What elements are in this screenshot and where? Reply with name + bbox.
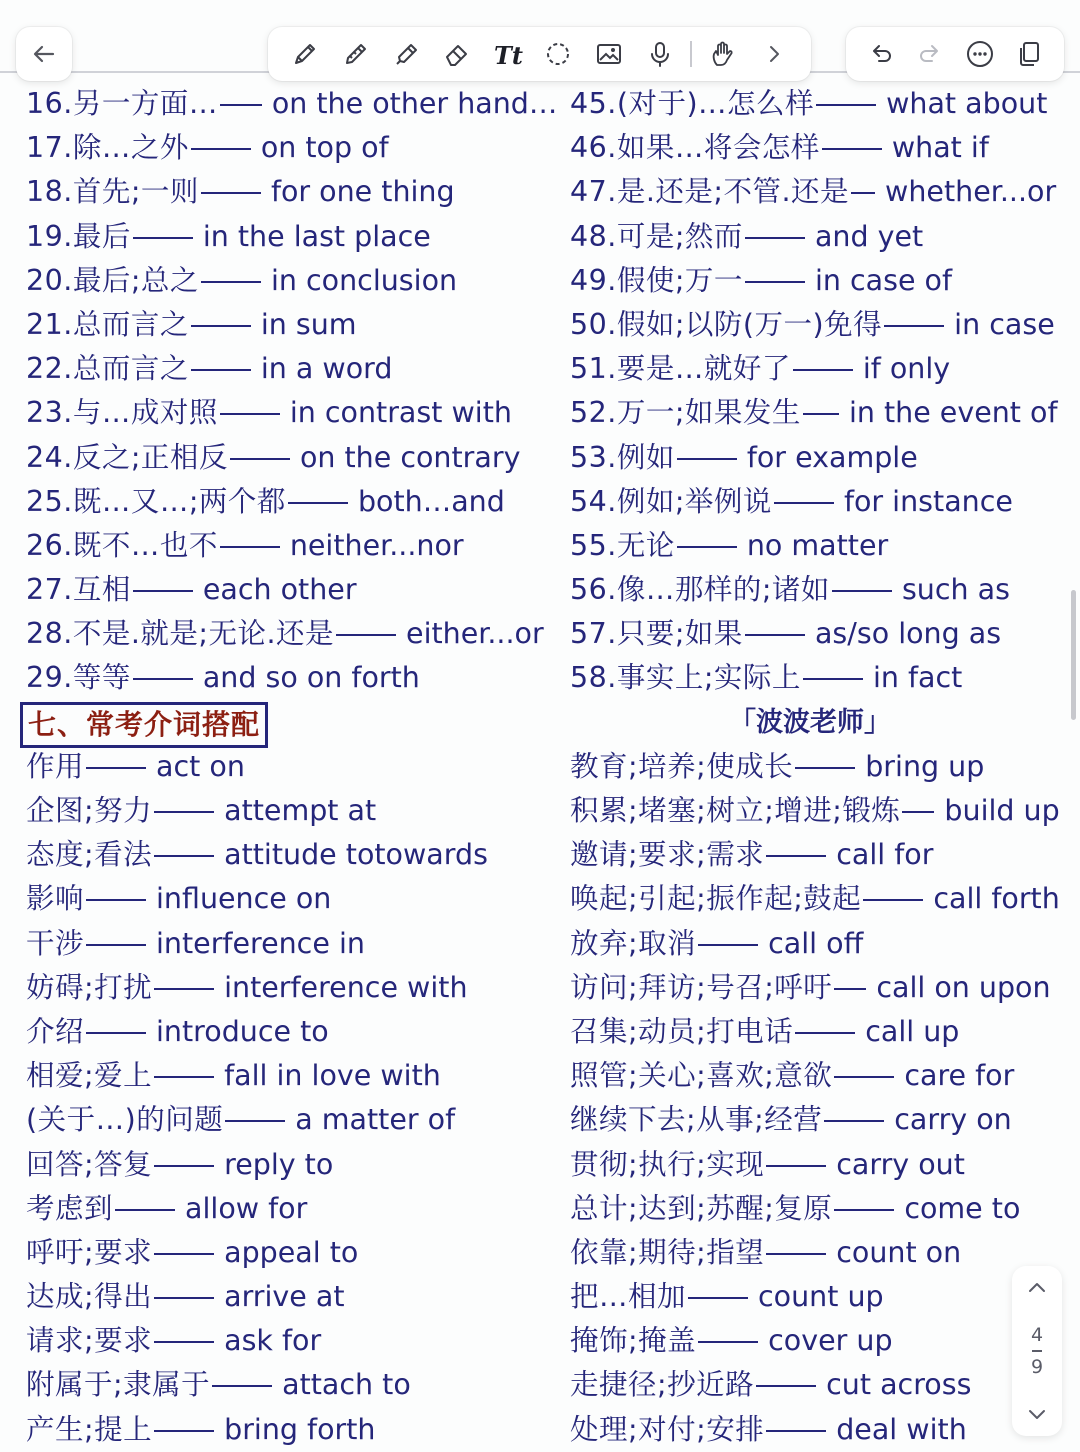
chinese-term: 相爱;爱上: [26, 1059, 153, 1093]
english-phrase: neither...nor: [289, 528, 464, 562]
section-heading: 七、常考介词搭配: [20, 702, 268, 748]
undo-icon: [866, 39, 896, 69]
vocab-entry: [570, 82, 1080, 126]
phrasal-verb-list: [570, 745, 1080, 1452]
svg-text:Tt: Tt: [493, 41, 523, 69]
page-indicator: [1031, 1324, 1043, 1378]
english-phrase: as/so long as: [814, 617, 1002, 651]
dash-separator: [774, 502, 834, 504]
text-tool-button[interactable]: [488, 34, 528, 74]
english-phrase: in a word: [260, 352, 393, 386]
vocab-entry: [570, 877, 1080, 921]
dash-separator: [766, 855, 826, 857]
preposition-list-left: [26, 745, 556, 1452]
dash-separator: [86, 899, 146, 901]
lasso-icon: [543, 39, 573, 69]
chinese-term: 访问;拜访;号召;呼吁: [570, 970, 833, 1004]
dash-separator: [154, 1430, 214, 1432]
english-phrase: if only: [862, 352, 951, 386]
chinese-term: 26.既不…也不: [26, 528, 218, 562]
chinese-term: 24.反之;正相反: [26, 440, 228, 474]
dash-separator: [212, 1385, 272, 1387]
english-phrase: appeal to: [224, 1235, 359, 1269]
total-pages: 9: [1030, 1356, 1044, 1378]
chinese-term: 企图;努力: [26, 794, 153, 827]
dash-separator: [191, 369, 251, 371]
vocab-entry: [570, 480, 1080, 524]
vocab-entry: [26, 524, 556, 568]
pencil-icon: [341, 39, 371, 69]
scrollbar[interactable]: [1071, 590, 1076, 720]
dash-separator: [154, 855, 214, 857]
english-phrase: in case: [954, 307, 1055, 341]
chevron-up-icon[interactable]: [1027, 1280, 1047, 1294]
current-page: 4: [1030, 1324, 1044, 1346]
chinese-term: 53.例如: [570, 440, 675, 474]
vocab-entry: [570, 1054, 1080, 1098]
vocab-entry: [570, 1187, 1080, 1231]
chinese-term: 走捷径;抄近路: [570, 1368, 755, 1402]
dash-separator: [745, 237, 805, 239]
vocab-entry: [570, 922, 1080, 966]
english-phrase: carry on: [894, 1103, 1012, 1137]
dash-separator: [822, 148, 882, 150]
english-phrase: fall in love with: [224, 1059, 441, 1093]
vocab-entry: [570, 303, 1080, 347]
vocab-entry: [26, 259, 556, 303]
chinese-term: 28.不是.就是;无论.还是: [26, 617, 335, 651]
redo-button[interactable]: [910, 34, 950, 74]
pages-button[interactable]: [1009, 34, 1049, 74]
chinese-term: 邀请;要求;需求: [570, 838, 765, 872]
english-phrase: call up: [865, 1014, 960, 1048]
english-phrase: on top of: [260, 131, 389, 165]
chinese-term: 17.除…之外: [26, 131, 189, 165]
english-phrase: in fact: [872, 661, 963, 695]
document-actions-toolbar: [846, 27, 1064, 81]
chinese-term: 18.首先;一则: [26, 175, 199, 209]
vocab-entry: [570, 170, 1080, 214]
vocab-entry: [570, 347, 1080, 391]
english-phrase: allow for: [185, 1191, 308, 1225]
drawing-toolbar: [268, 27, 811, 81]
chinese-term: 照管;关心;喜欢;意欲: [570, 1059, 833, 1093]
dash-separator: [816, 104, 876, 106]
chinese-term: 51.要是…就好了: [570, 352, 791, 386]
vocab-entry: [570, 1408, 1080, 1452]
vocab-entry: [570, 966, 1080, 1010]
chinese-term: 请求;要求: [26, 1324, 153, 1358]
chinese-term: 45.(对于)…怎么样: [570, 87, 815, 120]
dash-separator: [288, 502, 348, 504]
vocab-entry: [26, 1363, 556, 1407]
vocab-entry: [570, 126, 1080, 170]
dash-separator: [220, 104, 262, 106]
author-credit: 「波波老师」: [729, 706, 891, 738]
eraser-tool-button[interactable]: [437, 34, 477, 74]
dash-separator: [154, 1165, 214, 1167]
chevron-down-icon[interactable]: [1027, 1408, 1047, 1422]
vocab-entry: [570, 568, 1080, 612]
arrow-left-icon: [24, 34, 64, 74]
english-phrase: carry out: [836, 1147, 965, 1181]
dash-separator: [115, 1209, 175, 1211]
chinese-term: 处理;对付;安排: [570, 1412, 765, 1446]
dash-separator: [154, 1341, 214, 1343]
conjunctions-list-left: [26, 82, 556, 701]
chinese-term: 58.事实上;实际上: [570, 661, 801, 695]
dash-separator: [832, 590, 892, 592]
chinese-term: 继续下去;从事;经营: [570, 1103, 823, 1137]
dash-separator: [803, 678, 863, 680]
chinese-term: 16.另一方面…: [26, 87, 218, 120]
lasso-tool-button[interactable]: [538, 34, 578, 74]
redo-icon: [915, 39, 945, 69]
vocab-entry: [570, 1275, 1080, 1319]
chinese-term: 把…相加: [570, 1280, 687, 1314]
english-phrase: for one thing: [270, 175, 455, 209]
chinese-term: 附属于;隶属于: [26, 1368, 211, 1402]
english-phrase: cut across: [826, 1368, 972, 1402]
english-phrase: in sum: [260, 307, 357, 341]
left-column: [26, 82, 556, 1452]
vocab-entry: [26, 1010, 556, 1054]
chinese-term: 回答;答复: [26, 1147, 153, 1181]
vocab-entry: [26, 1054, 556, 1098]
hand-draw-tool-button[interactable]: [703, 34, 743, 74]
vocab-entry: [570, 1143, 1080, 1187]
dash-separator: [133, 678, 193, 680]
english-phrase: arrive at: [224, 1280, 345, 1314]
dash-separator: [766, 1430, 826, 1432]
chevron-right-icon: [759, 39, 789, 69]
english-phrase: introduce to: [156, 1014, 329, 1048]
pen-icon: [290, 39, 320, 69]
english-phrase: for example: [746, 440, 918, 474]
image-icon: [594, 39, 624, 69]
chinese-term: 29.等等: [26, 661, 131, 695]
chinese-term: 20.最后;总之: [26, 263, 199, 297]
english-phrase: in the last place: [202, 219, 431, 253]
vocab-entry: [570, 524, 1080, 568]
vocab-entry: [26, 480, 556, 524]
dash-separator: [863, 899, 923, 901]
english-phrase: such as: [901, 573, 1010, 607]
conjunctions-list-right: [570, 82, 1080, 701]
dash-separator: [225, 1120, 285, 1122]
english-phrase: build up: [944, 794, 1060, 827]
chinese-term: 教育;培养;使成长: [570, 749, 794, 783]
chinese-term: 积累;堵塞;树立;增进;锻炼: [570, 794, 901, 827]
english-phrase: care for: [904, 1059, 1015, 1093]
english-phrase: attempt at: [224, 794, 377, 827]
dash-separator: [824, 1120, 884, 1122]
vocab-entry: [26, 170, 556, 214]
highlighter-icon: [392, 39, 422, 69]
dash-separator: [86, 944, 146, 946]
vocab-entry: [26, 215, 556, 259]
vocab-entry: [570, 789, 1080, 833]
english-phrase: either...or: [406, 617, 544, 651]
vocab-entry: [26, 877, 556, 921]
vocab-entry: [26, 303, 556, 347]
english-phrase: bring forth: [224, 1412, 376, 1446]
english-phrase: interference in: [156, 926, 365, 960]
vocab-entry: [26, 436, 556, 480]
dash-separator: [154, 1076, 214, 1078]
chinese-term: 46.如果…将会怎样: [570, 131, 820, 165]
dash-separator: [336, 634, 396, 636]
dash-separator: [133, 237, 193, 239]
vocab-entry: [570, 745, 1080, 789]
english-phrase: call on upon: [876, 970, 1051, 1004]
chinese-term: 贯彻;执行;实现: [570, 1147, 765, 1181]
eraser-icon: [442, 39, 472, 69]
dash-separator: [201, 192, 261, 194]
chinese-term: 27.互相: [26, 573, 131, 607]
chinese-term: 52.万一;如果发生: [570, 396, 801, 430]
dash-separator: [154, 811, 214, 813]
chinese-term: 达成;得出: [26, 1280, 153, 1314]
vocab-entry: [26, 1143, 556, 1187]
english-phrase: count up: [758, 1280, 884, 1314]
vocab-entry: [570, 1231, 1080, 1275]
vocab-entry: [26, 966, 556, 1010]
dash-separator: [191, 148, 251, 150]
page-navigator: [1012, 1266, 1062, 1436]
dash-separator: [154, 988, 214, 990]
pencil-tool-button[interactable]: [336, 34, 376, 74]
dash-separator: [698, 944, 758, 946]
english-phrase: on the other hand…: [271, 87, 558, 120]
dash-separator: [745, 634, 805, 636]
vocab-entry: [570, 1010, 1080, 1054]
dash-separator: [133, 590, 193, 592]
text-tool-icon: [493, 39, 523, 69]
dash-separator: [803, 413, 839, 415]
english-phrase: interference with: [224, 970, 468, 1004]
chinese-term: 48.可是;然而: [570, 219, 743, 253]
chinese-term: 54.例如;举例说: [570, 484, 772, 518]
vocab-entry: [570, 1098, 1080, 1142]
english-phrase: attach to: [282, 1368, 411, 1402]
dash-separator: [677, 458, 737, 460]
english-phrase: for instance: [843, 484, 1013, 518]
vocab-entry: [26, 1408, 556, 1452]
dash-separator: [745, 281, 805, 283]
chinese-term: 放弃;取消: [570, 926, 697, 960]
chinese-term: 49.假使;万一: [570, 263, 743, 297]
chinese-term: 考虑到: [26, 1191, 114, 1225]
chinese-term: 47.是.还是;不管.还是: [570, 175, 850, 209]
more-tools-button[interactable]: [754, 34, 794, 74]
vocab-entry: [26, 833, 556, 877]
vocab-entry: [26, 789, 556, 833]
chinese-term: 作用: [26, 749, 85, 783]
english-phrase: call for: [836, 838, 934, 872]
english-phrase: call off: [768, 926, 864, 960]
chinese-term: 态度;看法: [26, 838, 153, 872]
chinese-term: 总计;达到;苏醒;复原: [570, 1191, 833, 1225]
more-button[interactable]: [960, 34, 1000, 74]
vocab-entry: [570, 612, 1080, 656]
dash-separator: [834, 988, 866, 990]
english-phrase: what about: [886, 87, 1048, 120]
dash-separator: [230, 458, 290, 460]
dash-separator: [86, 1032, 146, 1034]
english-phrase: bring up: [865, 749, 985, 783]
chinese-term: 召集;动员;打电话: [570, 1014, 794, 1048]
dash-separator: [834, 1209, 894, 1211]
english-phrase: reply to: [224, 1147, 334, 1181]
vocab-entry: [26, 1275, 556, 1319]
english-phrase: in contrast with: [289, 396, 512, 430]
english-phrase: in the event of: [848, 396, 1058, 430]
vocab-entry: [26, 1319, 556, 1363]
dash-separator: [756, 1385, 816, 1387]
english-phrase: and so on forth: [202, 661, 420, 695]
chinese-term: 介绍: [26, 1014, 85, 1048]
vocab-entry: [26, 656, 556, 700]
chinese-term: 21.总而言之: [26, 307, 189, 341]
vocab-entry: [570, 436, 1080, 480]
dash-separator: [220, 546, 280, 548]
chinese-term: 55.无论: [570, 528, 675, 562]
vocab-entry: [570, 215, 1080, 259]
dash-separator: [688, 1297, 748, 1299]
toolbar-separator: [690, 41, 692, 67]
dash-separator: [154, 1297, 214, 1299]
chinese-term: 50.假如;以防(万一)免得: [570, 307, 883, 341]
dash-separator: [884, 325, 944, 327]
dash-separator: [851, 192, 875, 194]
vocab-entry: [26, 126, 556, 170]
vocab-entry: [26, 922, 556, 966]
english-phrase: what if: [891, 131, 989, 165]
section-heading-row: [26, 701, 556, 745]
vocab-entry: [570, 391, 1080, 435]
english-phrase: no matter: [746, 528, 889, 562]
chinese-term: 56.像…那样的;诸如: [570, 573, 830, 607]
chinese-term: 呼吁;要求: [26, 1235, 153, 1269]
vocab-entry: [570, 1363, 1080, 1407]
english-phrase: come to: [904, 1191, 1021, 1225]
vocab-entry: [570, 833, 1080, 877]
english-phrase: each other: [202, 573, 357, 607]
dash-separator: [677, 546, 737, 548]
dash-separator: [86, 767, 146, 769]
vocab-entry: [26, 612, 556, 656]
microphone-tool-button[interactable]: [640, 34, 680, 74]
chinese-term: 依靠;期待;指望: [570, 1235, 765, 1269]
chinese-term: 产生;提上: [26, 1412, 153, 1446]
dash-separator: [793, 369, 853, 371]
dash-separator: [220, 413, 280, 415]
english-phrase: in conclusion: [270, 263, 458, 297]
english-phrase: in case of: [814, 263, 953, 297]
back-button[interactable]: [16, 27, 72, 81]
vocab-entry: [26, 347, 556, 391]
dash-separator: [795, 767, 855, 769]
vocab-entry: [570, 1319, 1080, 1363]
chinese-term: 19.最后: [26, 219, 131, 253]
chinese-term: 23.与…成对照: [26, 396, 218, 430]
vocab-entry: [570, 656, 1080, 700]
vocab-entry: [26, 82, 556, 126]
chinese-term: 22.总而言之: [26, 352, 189, 386]
dash-separator: [154, 1253, 214, 1255]
dash-separator: [191, 325, 251, 327]
dash-separator: [201, 281, 261, 283]
english-phrase: influence on: [156, 882, 332, 916]
vocab-entry: [26, 1098, 556, 1142]
english-phrase: count on: [836, 1235, 962, 1269]
english-phrase: deal with: [836, 1412, 967, 1446]
chinese-term: 影响: [26, 882, 85, 916]
hand-draw-icon: [708, 39, 738, 69]
chinese-term: (关于…)的问题: [26, 1103, 224, 1137]
english-phrase: a matter of: [295, 1103, 456, 1137]
english-phrase: act on: [156, 749, 245, 783]
right-column: [570, 82, 1080, 1452]
english-phrase: attitude totowards: [224, 838, 488, 872]
page-fraction-bar: [1032, 1350, 1042, 1352]
microphone-icon: [645, 39, 675, 69]
chinese-term: 唤起;引起;振作起;鼓起: [570, 882, 862, 916]
pen-tool-button[interactable]: [285, 34, 325, 74]
undo-button[interactable]: [861, 34, 901, 74]
english-phrase: ask for: [224, 1324, 322, 1358]
image-tool-button[interactable]: [589, 34, 629, 74]
english-phrase: call forth: [933, 882, 1060, 916]
english-phrase: on the contrary: [299, 440, 521, 474]
vocab-entry: [26, 745, 556, 789]
english-phrase: cover up: [768, 1324, 893, 1358]
chinese-term: 掩饰;掩盖: [570, 1324, 697, 1358]
vocab-entry: [26, 1187, 556, 1231]
highlighter-tool-button[interactable]: [387, 34, 427, 74]
dash-separator: [766, 1165, 826, 1167]
dash-separator: [902, 811, 934, 813]
dash-separator: [795, 1032, 855, 1034]
chinese-term: 干涉: [26, 926, 85, 960]
more-icon: [965, 39, 995, 69]
vocab-entry: [26, 568, 556, 612]
dash-separator: [698, 1341, 758, 1343]
chinese-term: 57.只要;如果: [570, 617, 743, 651]
dash-separator: [766, 1253, 826, 1255]
pages-icon: [1014, 39, 1044, 69]
dash-separator: [834, 1076, 894, 1078]
vocab-entry: [570, 259, 1080, 303]
english-phrase: both…and: [357, 484, 505, 518]
vocab-entry: [26, 391, 556, 435]
chinese-term: 25.既…又…;两个都: [26, 484, 286, 518]
chinese-term: 妨碍;打扰: [26, 970, 153, 1004]
english-phrase: and yet: [814, 219, 924, 253]
english-phrase: whether...or: [885, 175, 1057, 209]
vocab-entry: [26, 1231, 556, 1275]
